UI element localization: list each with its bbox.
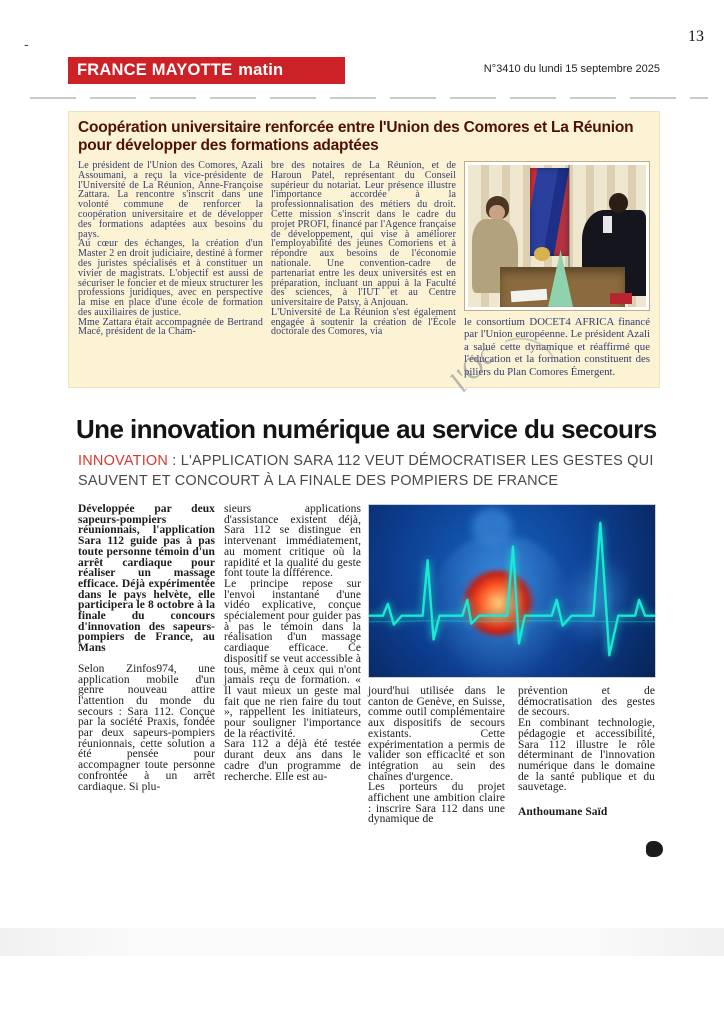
article1-paragraph: L'Université de La Réunion s'est également engagée à soutenir la création de l'École doctorale des Comores, via <box>271 306 456 338</box>
article2-kicker-separator: : <box>168 453 181 469</box>
article2-kicker <box>78 452 666 491</box>
article2-paragraph: sieurs applications d'assistance existent déjà, Sara 112 se distingue en intervenant immédiatement, au moment critique où la rapidité et la qualité du geste font toute la différence. <box>224 503 361 580</box>
scan-corner-mark: - <box>24 36 29 52</box>
masthead-title: FRANCE MAYOTTE <box>77 61 233 79</box>
article1-title: Coopération universitaire renforcée entre l'Union des Comores et La Réunion pour développer des formations adaptées <box>78 119 634 154</box>
article2-headline: Une innovation numérique au service du secours <box>76 414 657 444</box>
article2-column-1 <box>78 504 215 792</box>
article1-photo-caption: le consortium DOCET4 AFRICA financé par l'Union européenne. Le président Azali a salué cette dynamique et réaffirmé que l'éducation et la formation constituent des piliers du Plan Comores Émergent. <box>464 315 650 378</box>
article2-intro: Développée par deux sapeurs-pompiers réunionnais, l'application Sara 112 guide pas à pas toute personne témoin d'un arrêt cardiaque pour réaliser un massage efficace. Déjà expérimentée dans le pays helvète, elle participera le 8 octobre à la finale du concours d'innovation des sapeurs-pompiers de France, au Mans <box>78 503 215 655</box>
article2-byline: Anthoumane Saïd <box>518 806 608 819</box>
masthead-suffix: matin <box>238 61 284 79</box>
article2-paragraph: En combinant technologie, pédagogie et accessibilité, Sara 112 illustre le rôle déterminant de l'innovation numérique dans le domaine de la santé publique et du sauvetage. <box>518 717 655 794</box>
article2-paragraph: prévention et de démocratisation des gestes de secours. <box>518 685 655 719</box>
article1-column-1 <box>78 161 263 378</box>
article1-paragraph: bre des notaires de La Réunion, et de Haroun Patel, représentant du Conseil supérieur du notariat. Leur présence illustre l'importance accordée à la professionnalisation des métiers du droit. Cette mission s'inscrit dans le cadre du projet PROFI, financé par l'Agence française de développement, qui vise à améliorer l'employabilité des jeunes Comoriens et à répondre aux besoins de l'économie nationale. Une convention-cadre de partenariat entre les deux universités est en préparation, incluant un appui à la Faculté des sciences, à l'IUT et au Centre universitaire de Patsy, à Anjouan. <box>271 159 456 309</box>
red-book <box>610 293 631 304</box>
article1-paragraph: Le président de l'Union des Comores, Azali Assoumani, a reçu la vice-présidente de l'Université de La Réunion, Anne-Françoise Zattara. La rencontre s'inscrit dans une volonté commune de renforcer la coopération universitaire et de développer des formations adaptées aux besoins du pays. <box>78 159 263 240</box>
meeting-photo <box>464 161 650 311</box>
article2-paragraph: jourd'hui utilisée dans le canton de Genève, en Suisse, comme outil complémentaire aux dispositifs de secours existants. Cette expérimentation a permis de valider son efficacité et son intégration au sein des chaînes d'urgence. <box>368 685 505 783</box>
article1-columns <box>78 161 650 378</box>
heart-ecg-photo <box>368 504 656 678</box>
article1-paragraph: Au cœur des échanges, la création d'un Master 2 en droit judiciaire, destiné à former des juristes spécialisés et à constituer un vivier de magistrats. L'objectif est aussi de sécuriser le foncier et de mieux structurer les professions juridiques, avec en perspective la mise en place d'une école de formation des auxiliaires de justice. <box>78 238 263 318</box>
table-object <box>534 247 550 261</box>
article1-column-2 <box>271 161 456 378</box>
page-number: 13 <box>688 28 704 45</box>
article2-paragraph: Sara 112 a déjà été testée durant deux ans dans le cadre d'un programme de recherche. Elle est au- <box>224 738 361 783</box>
person-right-shirt <box>603 216 612 233</box>
article2-column-2 <box>224 504 361 782</box>
ink-smudge <box>646 841 663 857</box>
article1-photo-column <box>464 161 650 378</box>
scan-shadow-band <box>0 928 724 956</box>
article2-paragraph: Les porteurs du projet affichent une ambition claire : inscrire Sara 112 dans une dynamique de <box>368 781 505 826</box>
article2-column-4 <box>518 686 655 818</box>
article2-kicker-text: L'APPLICATION SARA 112 VEUT DÉMOCRATISER LES GESTES QUI SAUVENT ET CONCOURT À LA FINALE DES POMPIERS DE FRANCE <box>78 453 654 489</box>
article2-paragraph: Selon Zinfos974, une application mobile d'un genre nouveau attire l'attention du monde du secours : Sara 112. Conçue par la société Praxis, fondée par deux sapeurs-pompiers réunionnais, cette solution a été pensée pour accompagner toute personne confrontée à un arrêt cardiaque. Si plu- <box>78 662 215 793</box>
masthead-banner <box>68 57 345 84</box>
ecg-trace <box>369 505 655 677</box>
meeting-photo-scene <box>468 165 646 307</box>
article2-paragraph: Le principe repose sur l'envoi instantané d'une vidéo explicative, conçue spécialement pour guider pas à pas le témoin dans la réalisation d'un massage cardiaque efficace. Ce dispositif se veut accessible à tous, même à ceux qui n'ont jamais reçu de formation. « Il vaut mieux un geste mal fait que ne rien faire du tout », rappellent les initiateurs, pour souligner l'importance de la réactivité. <box>224 577 361 740</box>
article2-kicker-label: INNOVATION <box>78 453 169 469</box>
article1-paragraph: Mme Zattara était accompagnée de Bertrand Macé, président de la Cham- <box>78 316 263 338</box>
article-cooperation-universitaire <box>68 111 660 388</box>
edition-date: N°3410 du lundi 15 septembre 2025 <box>483 63 660 75</box>
article2-column-3 <box>368 686 505 825</box>
table-papers <box>510 289 546 303</box>
flag <box>530 168 569 256</box>
header-divider <box>30 97 708 99</box>
scan-watermark: l'Oc <box>443 339 502 399</box>
